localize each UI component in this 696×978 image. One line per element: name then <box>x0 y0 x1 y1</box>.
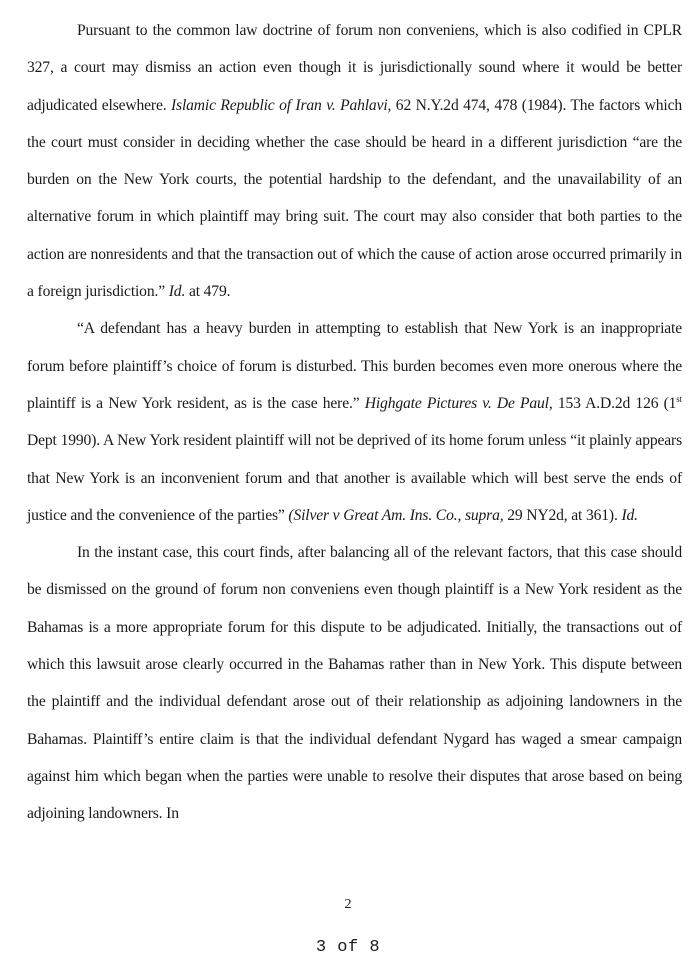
paragraph-instant-case <box>27 534 682 832</box>
citation-id: Id. <box>168 283 186 301</box>
paragraph-1-text-a: Pursuant to the common law doctrine of forum non conveniens, which is also codified in CPLR 327, a court may dismiss an action even though it is jurisdictionally sound where it would be better adjudicated elsewhere. <box>27 22 682 114</box>
paragraph-1-text-b: 62 N.Y.2d 474, 478 (1984). The factors which the court must consider in deciding whether the case should be heard in a different jurisdiction “are the burden on the New York courts, the potential hardship to the defendant, and the unavailability of an alternative forum in which plaintiff may bring suit. The court may also consider that both parties to the action are nonresidents and that the transaction out of which the cause of action arose occurred primarily in a foreign jurisdiction.” <box>27 96 682 301</box>
paragraph-forum-non-conveniens <box>27 12 682 310</box>
paragraph-3-text: In the instant case, this court finds, after balancing all of the relevant factors, that this case should be dismissed on the ground of forum non conveniens even though plaintiff is a New York resident as the Bahamas is a more appropriate forum for this dispute to be adjudicated. Initially, the transactions out of which this lawsuit arose clearly occurred in the Bahamas rather than in New York. This dispute between the plaintiff and the individual defendant arose out of their relationship as adjoining landowners in the Bahamas. Plaintiff’s entire claim is that the individual defendant Nygard has waged a smear campaign against him which began when the parties were unable to resolve their disputes that arose based on being adjoining landowners. In <box>27 544 682 823</box>
citation-id: Id. <box>621 506 638 524</box>
paragraph-2-text-a: “A defendant has a heavy burden in attempting to establish that New York is an inappropriate forum before plaintiff’s choice of forum is disturbed. This burden becomes even more onerous where the plaintiff is a New York resident, as is the case here.” <box>27 320 682 412</box>
paragraph-defendant-burden <box>27 310 682 534</box>
page-counter: 3 of 8 <box>315 938 381 957</box>
document-body <box>27 12 682 833</box>
paragraph-2-text-b: 153 A.D.2d 126 (1 <box>552 394 677 412</box>
paragraph-2-text-c: Dept 1990). A New York resident plaintiff will not be deprived of its home forum unless “it plainly appears that New York is an inconvenient forum and that another is available which will best serve the ends of justice and the convenience of the parties” <box>27 432 682 524</box>
case-citation-silver: (Silver v Great Am. Ins. Co., supra, <box>288 506 504 524</box>
case-citation-highgate: Highgate Pictures v. De Paul, <box>364 394 553 412</box>
paragraph-2-text-d: 29 NY2d, at 361). <box>503 506 622 524</box>
page-number: 2 <box>344 897 352 912</box>
case-citation-pahlavi: Islamic Republic of Iran v. Pahlavi, <box>170 96 392 114</box>
ordinal-superscript: st <box>676 393 682 404</box>
paragraph-1-text-c: at 479. <box>185 283 231 301</box>
